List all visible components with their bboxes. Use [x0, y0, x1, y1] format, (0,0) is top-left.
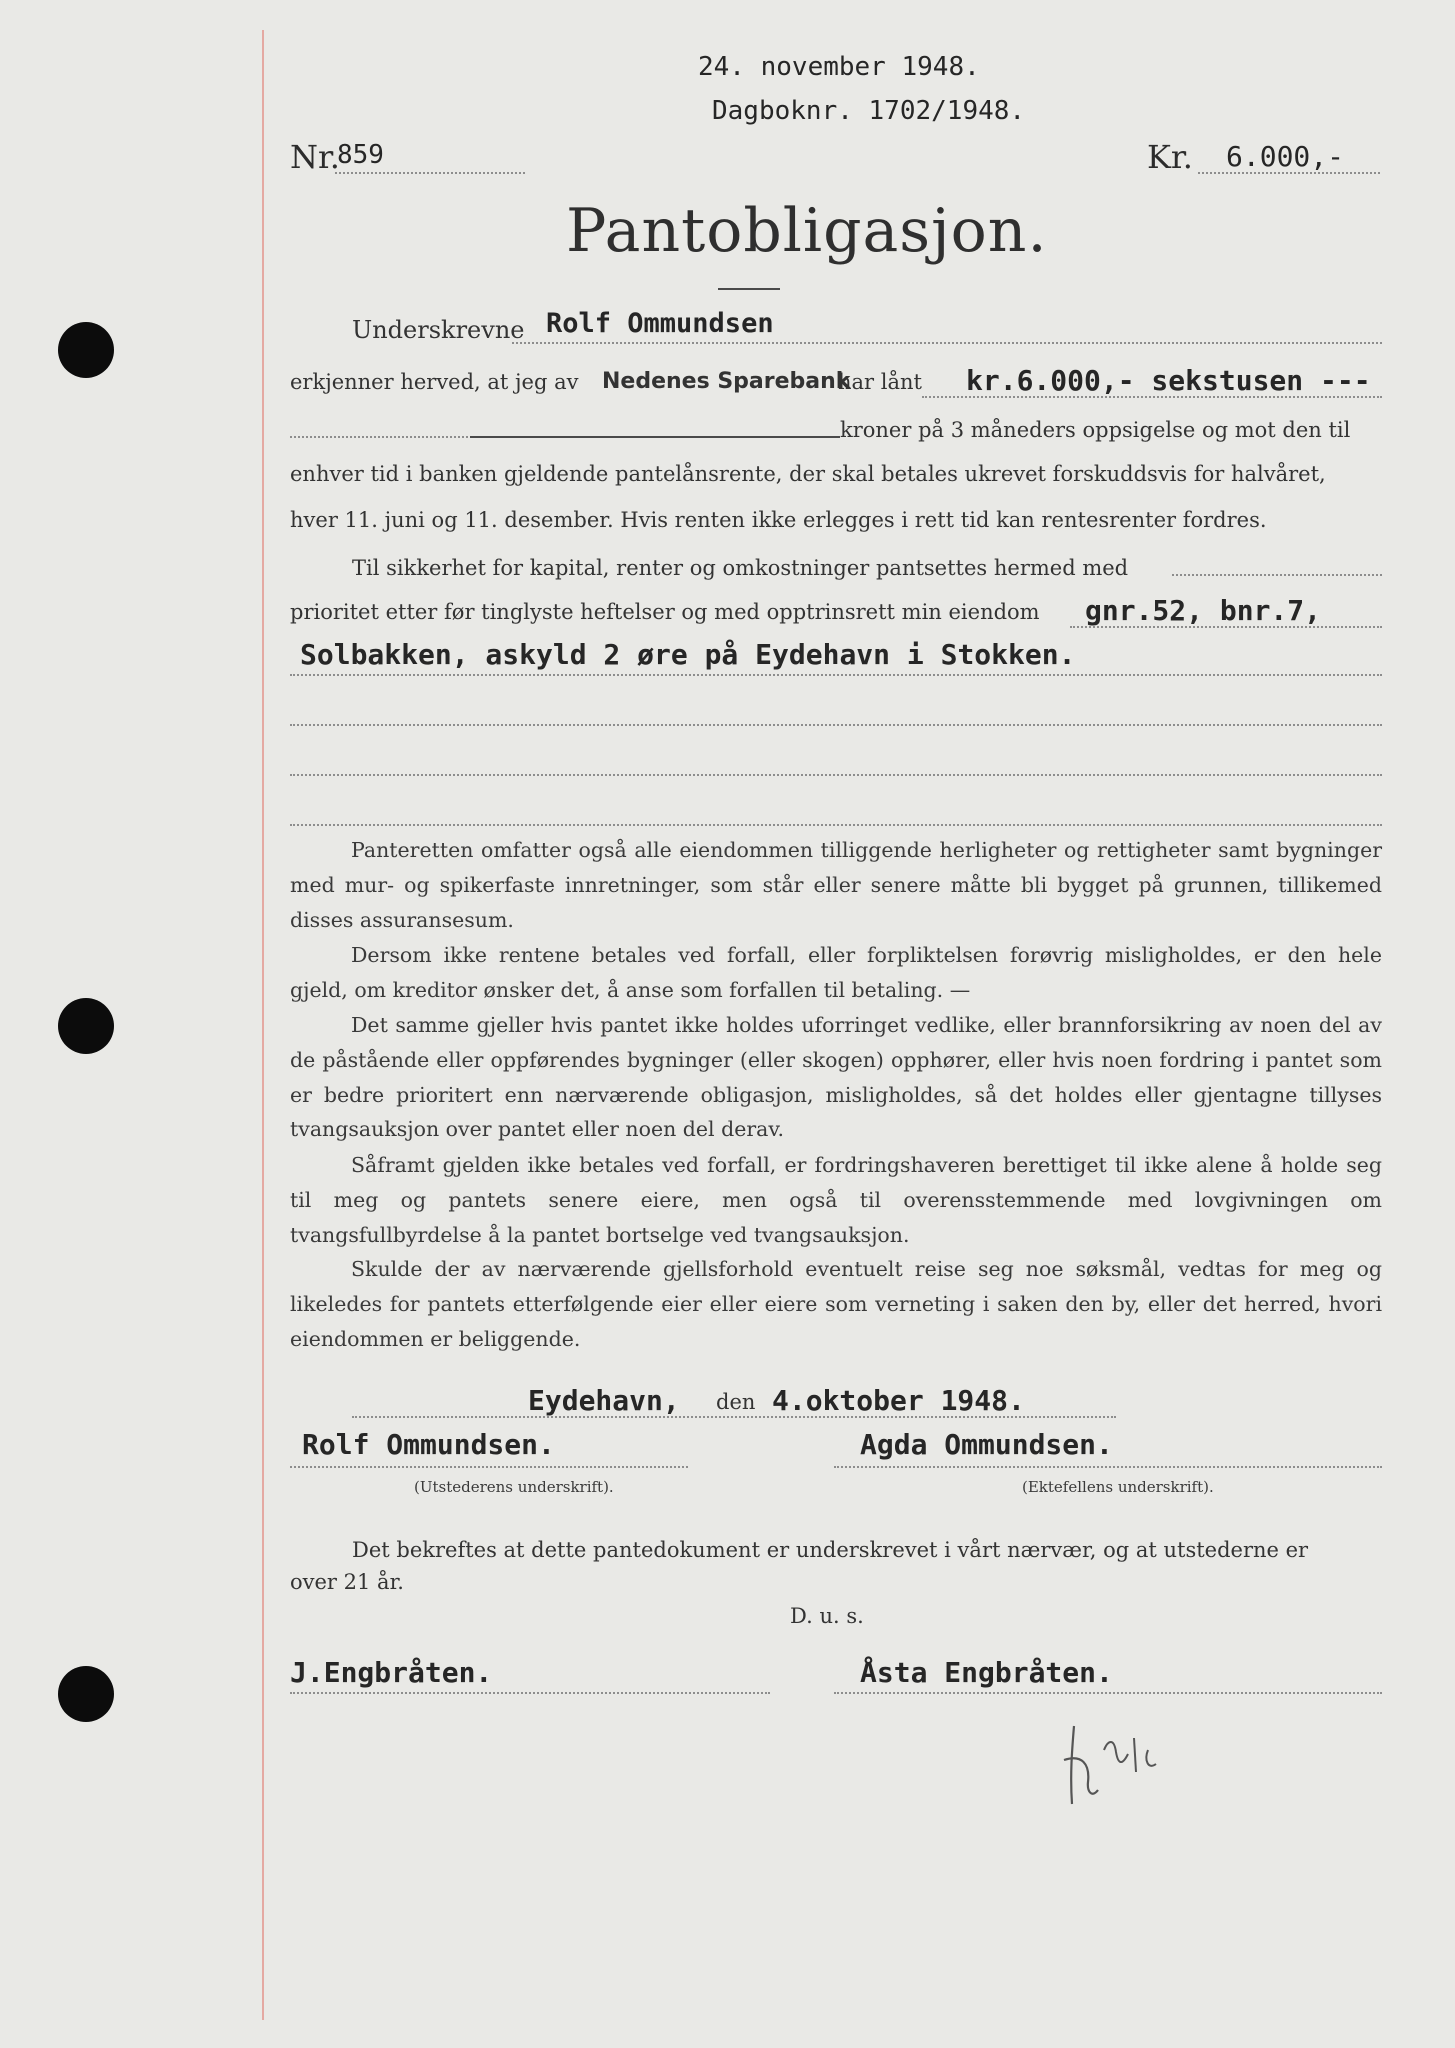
property-line-dots-2: [290, 724, 1382, 726]
security-line1-dots: [1172, 574, 1382, 576]
signing-date: 4.oktober 1948.: [772, 1384, 1025, 1417]
property-line-dots-1: [290, 674, 1382, 676]
loan-terms-line3: hver 11. juni og 11. desember. Hvis renten ikke erlegges i rett tid kan rentesrenter fordres.: [290, 508, 1267, 532]
document-title: Pantobligasjon.: [566, 196, 1048, 266]
issuer-caption: (Utstederens underskrift).: [414, 1478, 614, 1496]
witness-statement-line2: over 21 år.: [290, 1570, 404, 1594]
place-of-signing: Eydehavn,: [528, 1384, 680, 1417]
borrower-label: Underskrevne: [352, 316, 525, 344]
security-line2: prioritet etter før tinglyste heftelser og med opptrinsrett min eiendom: [290, 600, 1040, 624]
clause-jurisdiction: Skulde der av nærværende gjellsforhold eventuelt reise seg noe søksmål, vedtas for meg og likeledes for pantets etterfølgende eier eller eiere som verneting i saken den by, eller det herred, hvori eiendommen er beliggende.: [290, 1257, 1382, 1351]
title-rule: [718, 288, 780, 290]
kr-value: 6.000,-: [1226, 140, 1345, 173]
property-description: Solbakken, askyld 2 øre på Eydehavn i Stokken.: [300, 638, 1076, 671]
date-dotted-line: [352, 1416, 1116, 1418]
witness2-line: [834, 1692, 1382, 1694]
amount-dotted-line: [922, 396, 1382, 398]
red-margin-line: [262, 30, 264, 2020]
witness1-line: [290, 1692, 770, 1694]
spouse-signature-line: [834, 1466, 1382, 1468]
binder-hole-bottom: [58, 1666, 114, 1722]
property-id-dots: [1070, 626, 1382, 628]
registered-date: 24. november 1948.: [698, 52, 980, 82]
borrower-name: Rolf Ommundsen: [546, 308, 774, 339]
spouse-signature: Agda Ommundsen.: [860, 1428, 1113, 1461]
loan-terms-line2: enhver tid i banken gjeldende pantelånsrente, der skal betales ukrevet forskuddsvis for halvåret,: [290, 462, 1326, 486]
date-den-label: den: [716, 1390, 756, 1414]
kr-label: Kr.: [1147, 138, 1193, 176]
property-id: gnr.52, bnr.7,: [1085, 594, 1322, 627]
witness1-signature: J.Engbråten.: [290, 1656, 493, 1689]
nr-dotted-line: [335, 172, 525, 174]
nr-label: Nr.: [290, 138, 340, 176]
dus-abbreviation: D. u. s.: [790, 1604, 864, 1628]
clause-collateral-scope: Panteretten omfatter også alle eiendommen tilliggende herligheter og rettigheter samt bygninger med mur- og spikerfaste innretninger, som står eller senere måtte bli bygget på grunnen, tillikemed disses assuransesum.: [290, 838, 1382, 932]
loan-terms-line1: kroner på 3 måneders oppsigelse og mot den til: [840, 418, 1351, 442]
clause-maintenance: Det samme gjeller hvis pantet ikke holdes uforringet vedlike, eller brannforsikring av noen del av de påstående eller oppførendes bygninger (eller skogen) opphører, eller hvis noen fordring i pantet som er bedre prioritert enn nærværende obligasjon, misligholdes, så det holdes eller gjentagne tillyses tvangsauksjon over pantet eller noen del derav.: [290, 1013, 1382, 1142]
witness2-signature: Åsta Engbråten.: [860, 1656, 1113, 1689]
kr-dotted-line: [1198, 172, 1380, 174]
binder-hole-top: [58, 322, 114, 378]
borrower-dotted-line: [512, 342, 1382, 344]
amount-filler-rule: [470, 436, 840, 438]
loan-intro: erkjenner herved, at jeg av: [290, 370, 579, 394]
har-lant-label: har lånt: [838, 370, 922, 394]
loan-amount: kr.6.000,- sekstusen ---: [966, 364, 1371, 397]
witness-statement-line1: Det bekreftes at dette pantedokument er underskrevet i vårt nærvær, og at utstederne er: [352, 1538, 1309, 1562]
property-line-dots-3: [290, 774, 1382, 776]
spouse-caption: (Ektefellens underskrift).: [1022, 1478, 1214, 1496]
journal-number: Dagboknr. 1702/1948.: [712, 96, 1026, 126]
bank-name: Nedenes Sparebank: [602, 369, 851, 394]
security-line1: Til sikkerhet for kapital, renter og omkostninger pantsettes hermed med: [352, 556, 1129, 580]
property-line-dots-4: [290, 824, 1382, 826]
clause-default: Dersom ikke rentene betales ved forfall, eller forpliktelsen forøvrig misligholdes, er den hele gjeld, om kreditor ønsker det, å anse som forfallen til betaling. —: [290, 943, 1382, 1002]
handwritten-initials-mark: [1052, 1720, 1172, 1810]
binder-hole-middle: [58, 998, 114, 1054]
nr-value: 859: [337, 140, 384, 170]
issuer-signature: Rolf Ommundsen.: [302, 1428, 555, 1461]
clause-enforcement: Såframt gjelden ikke betales ved forfall, er fordringshaveren berettiget til ikke alene å holde seg til meg og pantets senere eiere, men også til overensstemmende med lovgivningen om tvangsfullbyrdelse å la pantet bortselge ved tvangsauksjon.: [290, 1153, 1382, 1247]
issuer-signature-line: [290, 1466, 688, 1468]
